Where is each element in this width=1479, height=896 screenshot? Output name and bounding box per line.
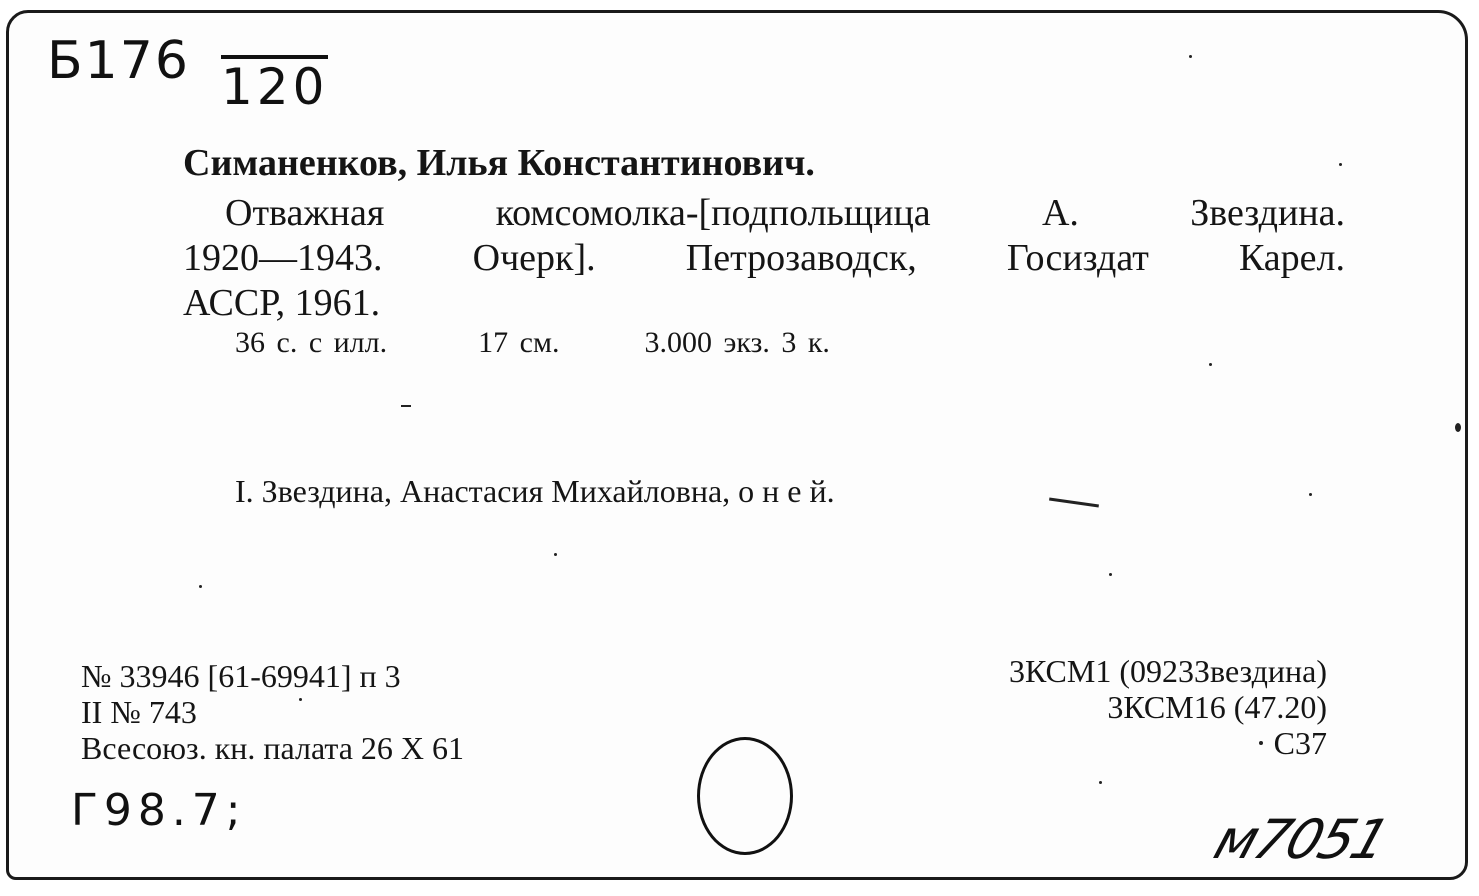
registry-line-1: № 33946 [61-69941] п 3 <box>81 658 401 694</box>
pages-count: 36 с. с илл. <box>235 326 388 359</box>
print-run-price: 3.000 экз. 3 к. <box>644 326 830 359</box>
classification-line-1: 3КСМ1 (0923Звездина) <box>1009 653 1327 689</box>
scan-speck <box>1109 573 1112 576</box>
punch-hole <box>697 737 793 855</box>
call-number-fraction: 120 <box>221 55 328 113</box>
classification-codes <box>1009 653 1327 761</box>
scan-speck <box>1189 55 1192 58</box>
scan-mark <box>1049 498 1099 508</box>
scan-speck <box>199 585 202 588</box>
scan-speck <box>299 698 302 701</box>
title-line-3: АССР, 1961. <box>183 282 381 324</box>
registry-line-2: II № 743 <box>81 694 197 730</box>
scan-speck <box>1099 781 1102 784</box>
scan-speck <box>1309 493 1312 496</box>
registry-line-3: Всесоюз. кн. палата 26 X 61 <box>81 730 464 766</box>
scan-speck <box>1259 741 1263 745</box>
handwritten-signature: м7051 <box>1206 808 1396 871</box>
handwritten-shelf-note: Г98.7; <box>71 785 247 836</box>
scan-speck <box>554 553 557 556</box>
title-line-2: 1920—1943. Очерк]. Петрозаводск, Госиздат Карел. <box>183 237 1345 279</box>
book-size: 17 см. <box>478 326 560 359</box>
classification-line-2: 3КСМ16 (47.20) <box>1107 689 1327 725</box>
subject-entry: I. Звездина, Анастасия Михайловна, о н е й. <box>235 473 835 509</box>
scan-speck <box>1209 363 1212 366</box>
scan-speck <box>1455 423 1461 432</box>
title-line-1: Отважная комсомолка-[подпольщица А. Звездина. <box>225 192 1345 234</box>
catalog-card <box>6 10 1468 880</box>
scan-mark <box>401 405 411 407</box>
scan-speck <box>1339 163 1342 166</box>
classification-line-3: С37 <box>1273 725 1327 761</box>
call-number-top: Б176 <box>47 31 190 91</box>
physical-description <box>235 326 830 360</box>
author-heading: Симаненков, Илья Константинович. <box>183 142 815 184</box>
registry-info <box>81 658 464 766</box>
